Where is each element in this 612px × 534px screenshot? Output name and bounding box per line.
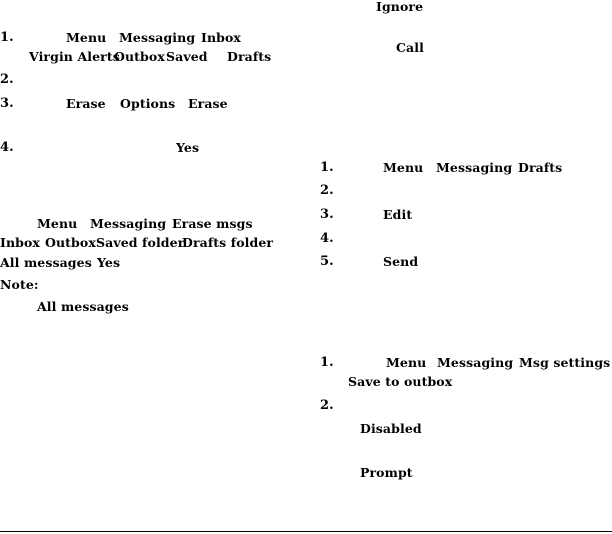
inbox-keyword: Inbox (0, 235, 40, 250)
yes-keyword: Yes (97, 255, 121, 270)
virgin-alerts-keyword: Virgin Alerts (29, 49, 120, 64)
drafts-keyword: Drafts (227, 49, 272, 64)
erase-keyword: Erase (66, 96, 106, 111)
options-keyword: Options (120, 96, 176, 111)
erase-msgs-keyword: Erase msgs (172, 216, 253, 231)
save-to-outbox-keyword: Save to outbox (348, 374, 453, 389)
saved-folder-keyword: Saved folder (96, 235, 185, 250)
menu-keyword: Menu (386, 355, 427, 370)
step-number: 2. (320, 183, 334, 198)
step-number: 2. (0, 72, 14, 87)
msg-settings-keyword: Msg settings (519, 355, 611, 370)
prompt-option: Prompt (360, 465, 413, 480)
send-keyword: Send (383, 254, 419, 269)
step-number: 5. (320, 254, 334, 269)
drafts-folder-keyword: Drafts folder (182, 235, 274, 250)
messaging-keyword: Messaging (90, 216, 167, 231)
edit-keyword: Edit (383, 207, 413, 222)
step-number: 2. (320, 398, 334, 413)
note-label: Note: (0, 277, 39, 292)
menu-keyword: Menu (383, 160, 424, 175)
step-number: 1. (320, 160, 334, 175)
step-number: 3. (320, 207, 334, 222)
step-number: 1. (320, 355, 334, 370)
menu-keyword: Menu (37, 216, 78, 231)
all-messages-keyword: All messages (0, 255, 92, 270)
erase-keyword: Erase (188, 96, 228, 111)
menu-keyword: Menu (66, 30, 107, 45)
drafts-keyword: Drafts (518, 160, 563, 175)
all-messages-keyword: All messages (37, 299, 129, 314)
disabled-option: Disabled (360, 421, 422, 436)
messaging-keyword: Messaging (119, 30, 196, 45)
messaging-keyword: Messaging (436, 160, 513, 175)
inbox-keyword: Inbox (201, 30, 241, 45)
step-number: 3. (0, 96, 14, 111)
ignore-keyword: Ignore (376, 0, 424, 14)
footer-rule (0, 531, 612, 532)
call-keyword: Call (396, 40, 424, 55)
messaging-keyword: Messaging (437, 355, 514, 370)
step-number: 4. (0, 140, 14, 155)
saved-keyword: Saved (166, 49, 208, 64)
outbox-keyword: Outbox (114, 49, 165, 64)
outbox-keyword: Outbox (45, 235, 96, 250)
step-number: 1. (0, 30, 14, 45)
yes-keyword: Yes (176, 140, 200, 155)
step-number: 4. (320, 231, 334, 246)
